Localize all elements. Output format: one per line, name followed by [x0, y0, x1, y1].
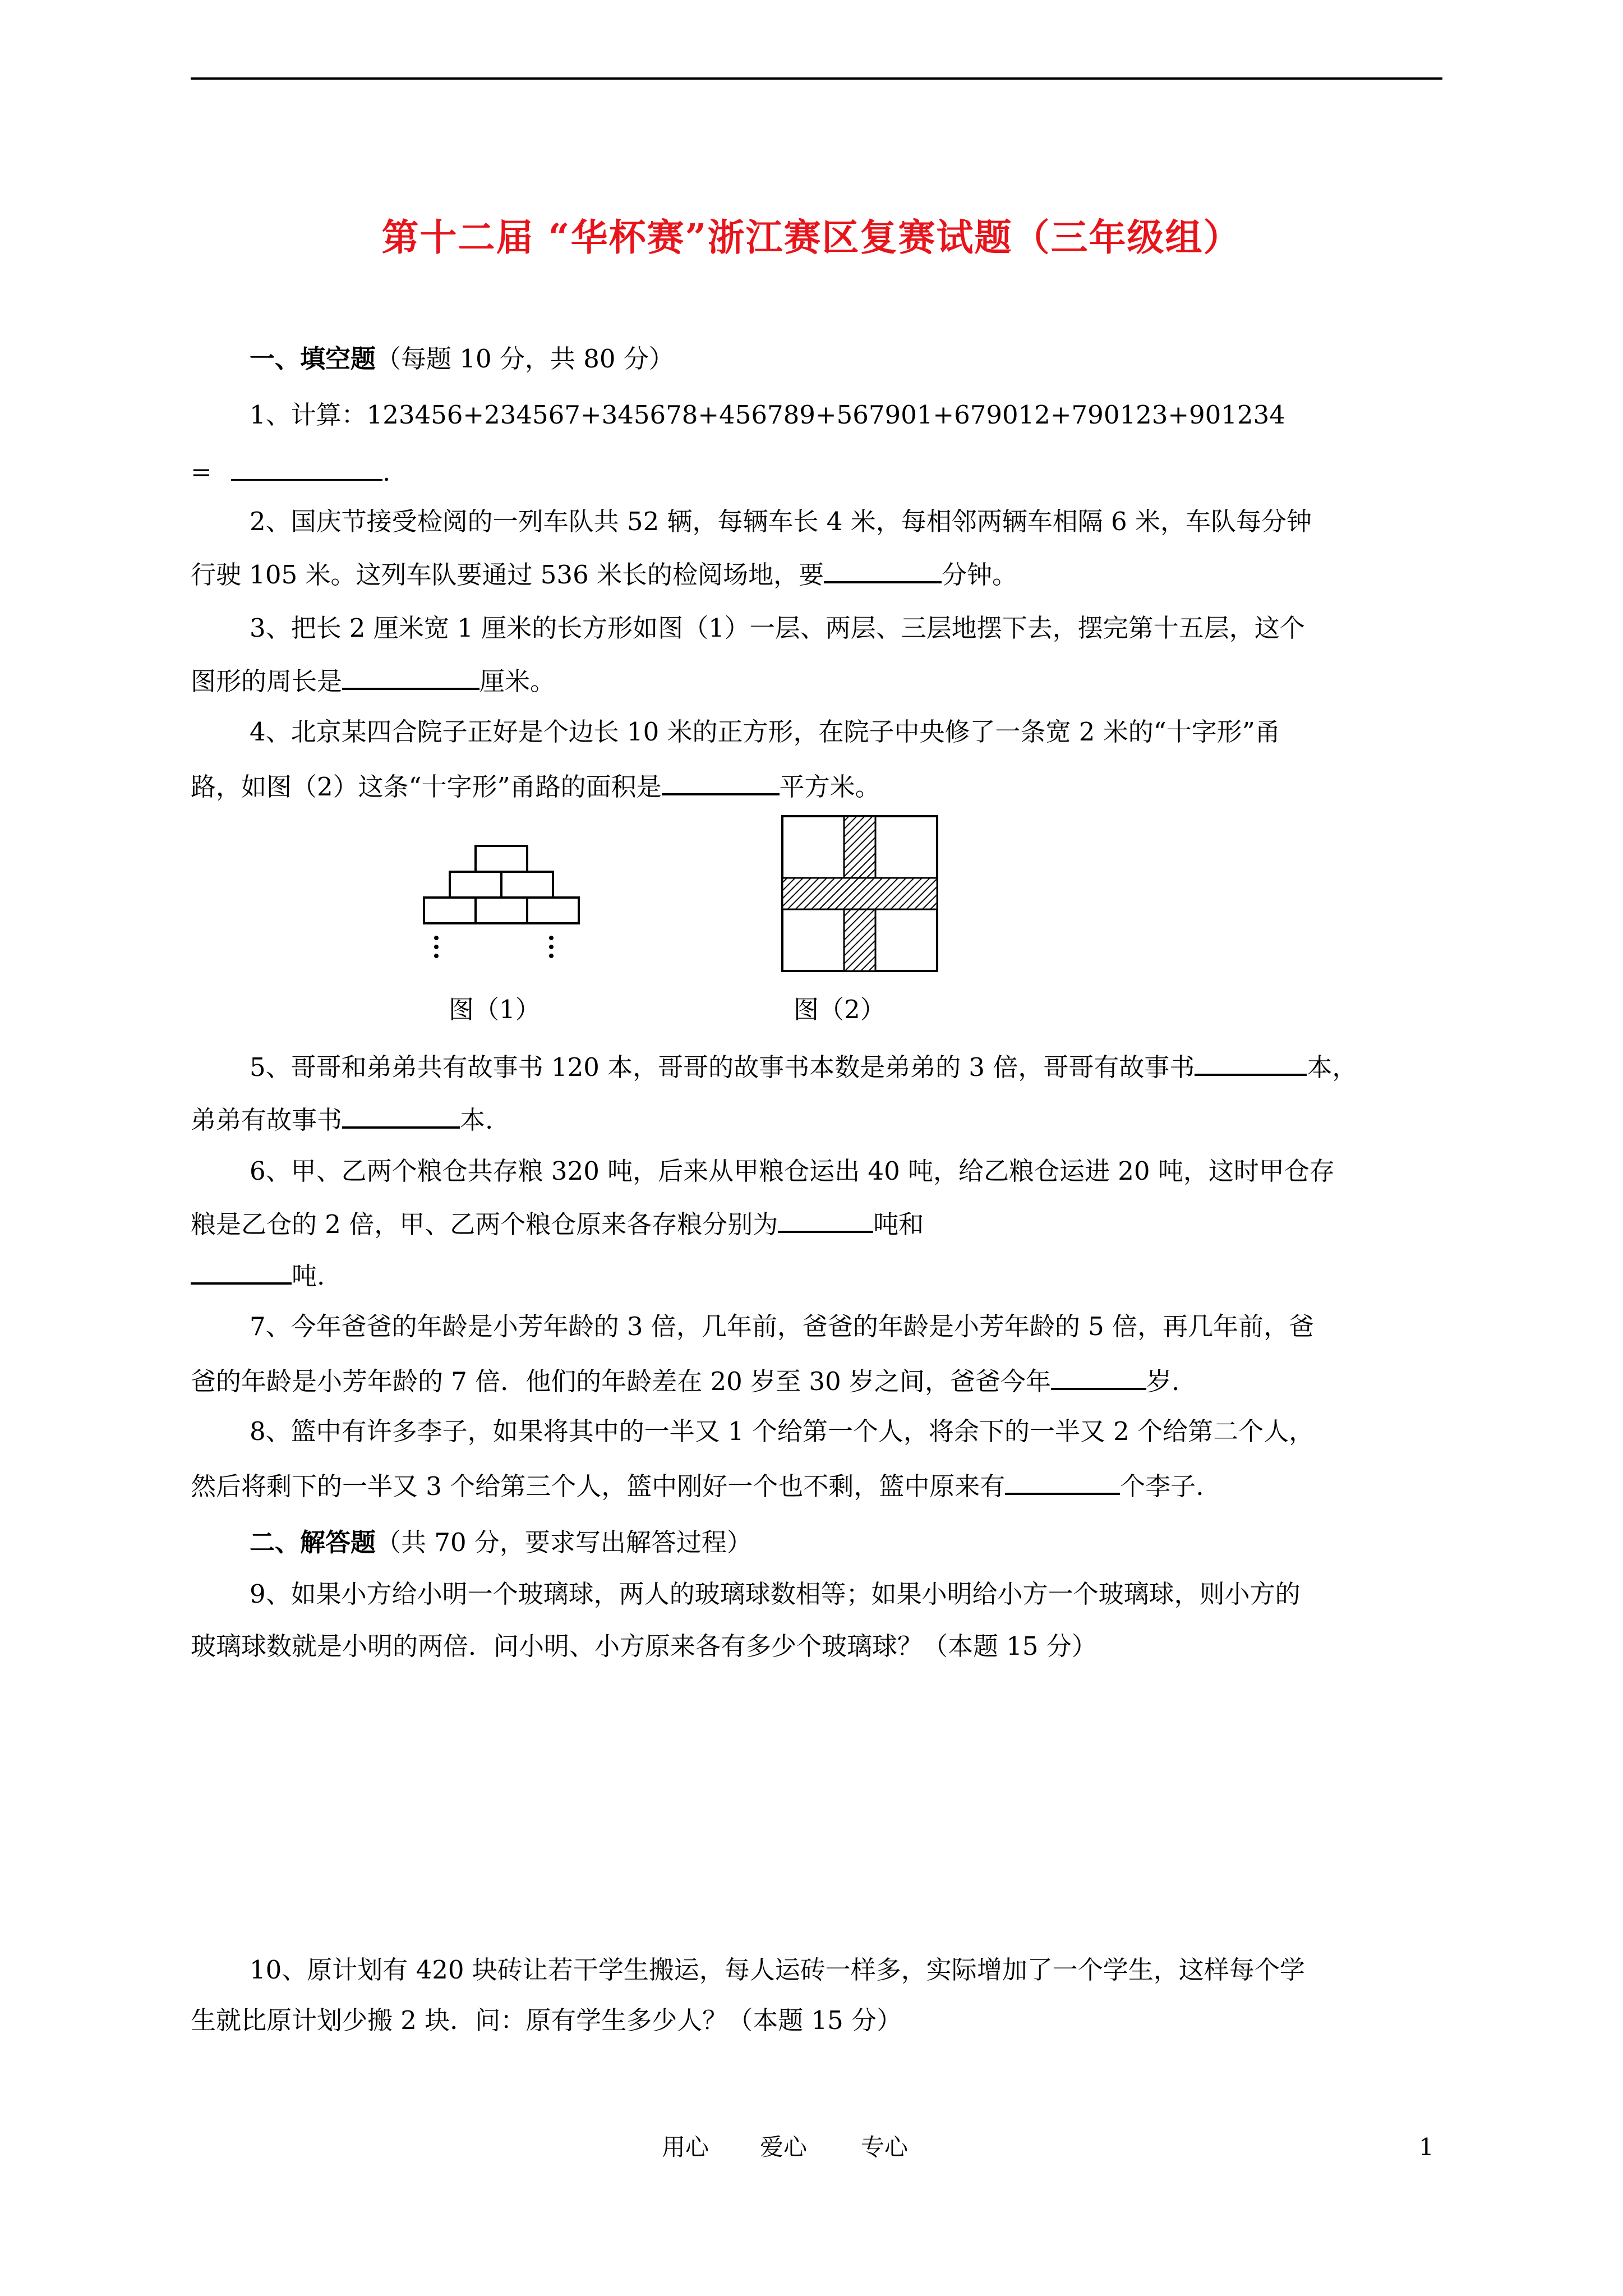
q6-answer-blank-2	[191, 1257, 292, 1285]
q5-text: 5、哥哥和弟弟共有故事书 120 本，哥哥的故事书本数是弟弟的 3 倍，哥哥有故事书	[250, 1052, 1195, 1082]
brick-row-2-b	[501, 872, 553, 898]
q6-line-3	[191, 1257, 325, 1293]
q7-line-2	[191, 1362, 1179, 1398]
q5-line-1	[250, 1048, 1357, 1084]
q10-line-2: 生就比原计划少搬 2 块．问：原有学生多少人？（本题 15 分）	[191, 2005, 902, 2035]
section-1-note: （每题 10 分，共 80 分）	[376, 344, 674, 374]
footer-motto-2: 爱心	[760, 2133, 808, 2161]
q2-line-1: 2、国庆节接受检阅的一列车队共 52 辆，每辆车长 4 米，每相邻两辆车相隔 6 米，车队每分钟	[250, 507, 1312, 536]
q8-text: 然后将剩下的一半又 3 个给第三个人，篮中刚好一个也不剩，篮中原来有	[191, 1471, 1006, 1501]
q4-line-2	[191, 767, 880, 804]
q2-line-2	[191, 555, 1017, 592]
q5-line-2	[191, 1101, 493, 1137]
q3-unit: 厘米。	[479, 666, 556, 696]
q3-line-2	[191, 662, 555, 698]
q5-answer-blank-1	[1195, 1048, 1307, 1076]
section-2-title: 二、解答题	[250, 1527, 376, 1557]
figure-1-brick-pyramid	[415, 841, 589, 970]
q7-answer-blank	[1051, 1362, 1146, 1390]
q6-line-2	[191, 1205, 924, 1241]
q1-line-1: 1、计算：123456+234567+345678+456789+567901+679012+790123+901234	[250, 400, 1285, 430]
q5-text-2: 弟弟有故事书	[191, 1105, 343, 1135]
continuation-dots	[434, 936, 554, 958]
q7-unit: 岁.	[1146, 1366, 1180, 1396]
q4-line-1: 4、北京某四合院子正好是个边长 10 米的正方形，在院子中央修了一条宽 2 米的“十字形”甬	[250, 717, 1280, 747]
q7-text: 爸的年龄是小芳年龄的 7 倍．他们的年龄差在 20 岁至 30 岁之间，爸爸今年	[191, 1366, 1051, 1396]
q3-line-1: 3、把长 2 厘米宽 1 厘米的长方形如图（1）一层、两层、三层地摆下去，摆完第十五层，这个	[250, 613, 1305, 643]
figure-2-cross-square	[780, 813, 942, 976]
q4-text: 路，如图（2）这条“十字形”甬路的面积是	[191, 772, 662, 802]
brick-row-1	[476, 846, 527, 872]
q8-line-2	[191, 1467, 1204, 1503]
section-1-title: 一、填空题	[250, 344, 376, 374]
brick-row-3-c	[527, 898, 579, 923]
q1-period: .	[382, 457, 391, 487]
q5-unit-1: 本，	[1307, 1052, 1358, 1082]
q2-answer-blank	[824, 555, 942, 583]
page-number: 1	[1419, 2133, 1434, 2161]
q3-text: 图形的周长是	[191, 666, 343, 696]
q4-answer-blank	[662, 767, 780, 795]
footer-motto-1: 用心	[662, 2133, 709, 2161]
q6-line-1: 6、甲、乙两个粮仓共存粮 320 吨，后来从甲粮仓运出 40 吨，给乙粮仓运进 20 吨，这时甲仓存	[250, 1156, 1335, 1186]
q8-answer-blank	[1005, 1467, 1120, 1495]
page-title: 第十二届 “华杯赛”浙江赛区复赛试题（三年级组）	[381, 215, 1242, 259]
q10-line-1: 10、原计划有 420 块砖让若干学生搬运，每人运砖一样多，实际增加了一个学生，这样每个学	[250, 1955, 1305, 1985]
brick-row-3-a	[424, 898, 476, 923]
q2-unit: 分钟。	[942, 560, 1018, 590]
section-1-heading	[250, 342, 674, 376]
q1-line-2	[191, 453, 390, 489]
q5-answer-blank-2	[342, 1101, 460, 1129]
q3-answer-blank	[342, 662, 479, 690]
q7-line-1: 7、今年爸爸的年龄是小芳年龄的 3 倍，几年前，爸爸的年龄是小芳年龄的 5 倍，再几年前，爸	[250, 1312, 1315, 1341]
cross-horizontal-path	[782, 878, 937, 909]
q6-unit-2: 吨.	[292, 1261, 325, 1291]
q8-unit: 个李子.	[1120, 1471, 1204, 1501]
q5-unit-2: 本.	[460, 1105, 494, 1135]
brick-row-3-b	[476, 898, 527, 923]
q2-text: 行驶 105 米。这列车队要通过 536 米长的检阅场地，要	[191, 560, 824, 590]
q6-answer-blank-1	[778, 1205, 873, 1233]
header-rule	[191, 77, 1442, 80]
footer-motto-3: 专心	[861, 2133, 909, 2161]
figure-1-caption: 图（1）	[449, 995, 541, 1024]
q8-line-1: 8、篮中有许多李子，如果将其中的一半又 1 个给第一个人，将余下的一半又 2 个给第二个人，	[250, 1416, 1315, 1446]
q1-answer-blank	[231, 453, 382, 481]
q9-line-2: 玻璃球数就是小明的两倍．问小明、小方原来各有多少个玻璃球？（本题 15 分）	[191, 1631, 1097, 1661]
section-2-heading	[250, 1526, 752, 1559]
brick-row-2-a	[450, 872, 501, 898]
figure-2-caption: 图（2）	[794, 995, 886, 1024]
q4-unit: 平方米。	[779, 772, 880, 802]
q6-unit-1: 吨和	[873, 1209, 924, 1239]
q1-equals: =	[191, 457, 220, 487]
section-2-note: （共 70 分，要求写出解答过程）	[376, 1527, 752, 1557]
q9-line-1: 9、如果小方给小明一个玻璃球，两人的玻璃球数相等；如果小明给小方一个玻璃球，则小方的	[250, 1579, 1301, 1609]
q6-text: 粮是乙仓的 2 倍，甲、乙两个粮仓原来各存粮分别为	[191, 1209, 778, 1239]
